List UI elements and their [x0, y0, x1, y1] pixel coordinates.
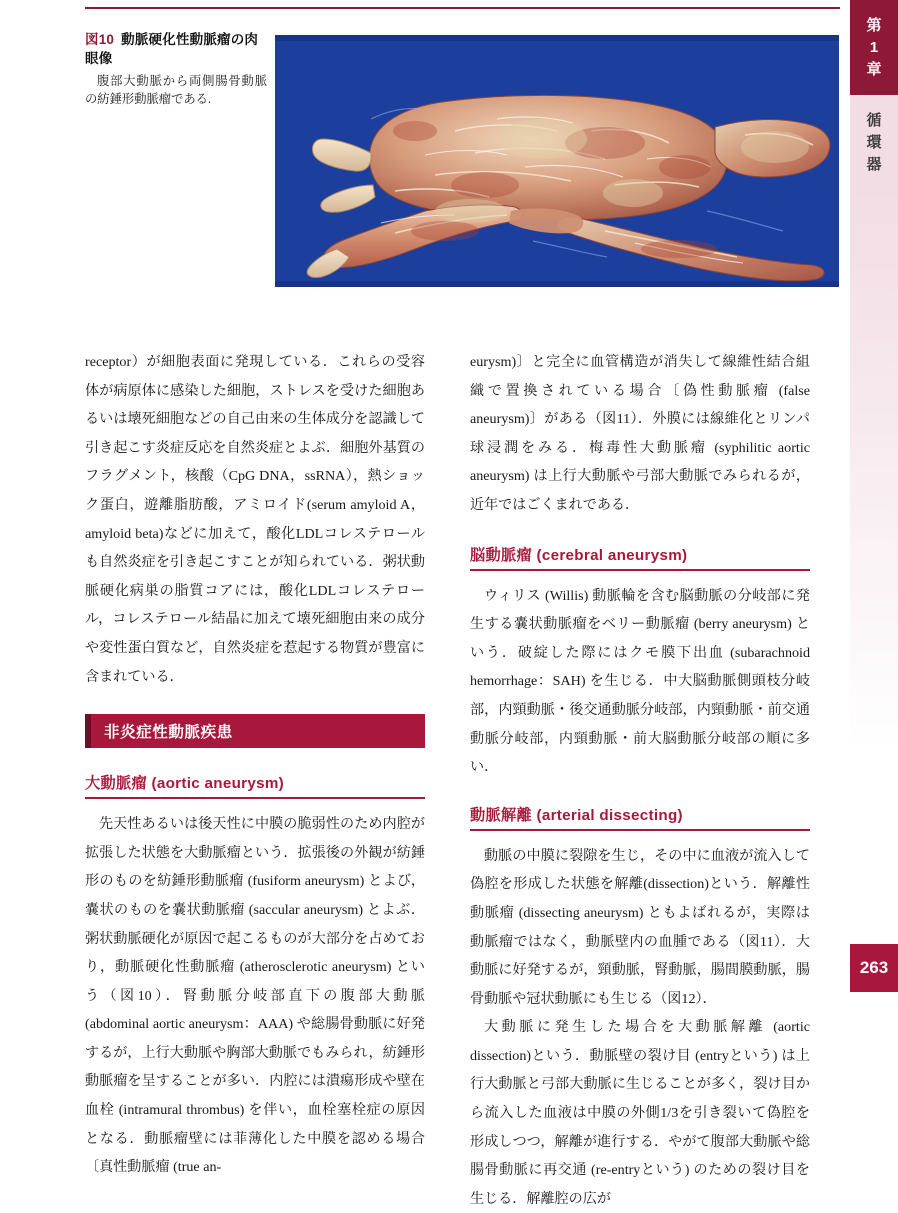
right-continued-paragraph: eurysm)〕と完全に血管構造が消失して線維性結合組織で置換されている場合〔偽性動脈瘤 (false aneurysm)〕がある（図11）．外膜には線維化とリンパ球浸潤をみる．梅毒性大動脈瘤 (syphilitic aortic aneurysm) は上行大動脈や弓部大動脈でみられるが，近年ではごくまれである． — [470, 354, 810, 513]
right-section-body-cerebral: ウィリス (Willis) 動脈輪を含む脳動脈の分岐部に発生する嚢状動脈瘤をベリー動脈瘤 (berry aneurysm) という．破綻した際にはクモ膜下出血 (subarachnoid hemorrhage：SAH) を生じる．中大脳動脈側頭枝分岐部，内頸動脈・後交通動脈分岐部，内頸動脈・前交通動脈分岐部，内頸動脈・前大脳動脈分岐部の順に多い． — [470, 587, 810, 776]
heading-cerebral-aneurysm — [470, 544, 810, 571]
sidebar-gradient — [850, 190, 898, 750]
figure-photograph — [275, 35, 839, 287]
sidebar-tab-organ — [850, 95, 898, 190]
section-band-noninflammatory-arterial-disease — [85, 714, 425, 748]
sidebar-organ-char-2: 環 — [866, 133, 882, 151]
figure-title-line — [85, 30, 267, 68]
heading-aortic-aneurysm — [85, 772, 425, 799]
right-column — [470, 348, 810, 1213]
section-band-label: 非炎症性動脈疾患 — [104, 724, 233, 742]
spacer — [470, 571, 810, 582]
figure-title: 動脈硬化性動脈瘤の肉眼像 — [85, 32, 259, 66]
left-continued-paragraph: receptor）が細胞表面に発現している．これらの受容体が病原体に感染した細胞，ストレスを受けた細胞あるいは壊死細胞などの自己由来の生体成分を認識して引き起こす炎症反応を自然炎症とよぶ．細胞外基質のフラグメント，核酸（CpG DNA，ssRNA），熱ショック蛋白，遊離脂肪酸，アミロイド(serum amyloid A，amyloid beta)などに加えて，酸化LDLコレステロールも自然炎症を引き起こすことが知られている．粥状動脈硬化病巣の脂質コアには，酸化LDLコレステロール，コレステロール結晶に加えて壊死細胞由来の成分や変性蛋白質など，自然炎症を惹起する物質が豊富に含まれている． — [85, 354, 425, 685]
heading-cerebral-aneurysm-label: 脳動脈瘤 (cerebral aneurysm) — [470, 546, 688, 564]
aneurysm-specimen-photo — [275, 35, 839, 287]
heading-aortic-aneurysm-label: 大動脈瘤 (aortic aneurysm) — [85, 775, 285, 793]
left-section-body: 先天性あるいは後天性に中膜の脆弱性のため内腔が拡張した状態を大動脈瘤という．拡張後の外観が紡錘形のものを紡錘形動脈瘤 (fusiform aneurysm) とよび，嚢状のものを嚢状動脈瘤 (saccular aneurysm) とよぶ．粥状動脈硬化が原因で起こるものが大部分を占めており，動脈硬化性動脈瘤 (atherosclerotic aneurysm) という（図10）．腎動脈分岐部直下の腹部大動脈 (abdominal aortic aneurysm：AAA) や総腸骨動脈に好発するが，上行大動脈や胸部大動脈でもみられ，紡錘形動脈瘤を呈することが多い．内腔には潰瘍形成や壁在血栓 (intramural thrombus) を伴い，血栓塞栓症の原因となる．動脈瘤壁には菲薄化した中膜を認める場合〔真性動脈瘤 (true an- — [85, 816, 425, 1176]
right-section-body-dissection-2: 大動脈に発生した場合を大動脈解離 (aortic dissection)という．動脈壁の裂け目 (entryという) は上行大動脈と弓部大動脈に生じることが多く，裂け目から流入した血液は中膜の外側1/3を引き裂いて偽腔を形成しつつ，解離が進行する．やがて腹部大動脈や総腸骨動脈に再交通 (re-entryという) のための裂け目を生じる．解離腔の広が — [470, 1019, 810, 1207]
figure-caption — [85, 30, 267, 108]
sidebar-chapter-char-3: 章 — [866, 60, 882, 78]
page-number: 263 — [850, 944, 898, 992]
sidebar-chapter-char-1: 第 — [866, 16, 882, 34]
heading-arterial-dissecting-label: 動脈解離 (arterial dissecting) — [470, 806, 683, 824]
sidebar-organ-char-1: 循 — [866, 111, 882, 129]
figure-number: 図10 — [85, 32, 115, 47]
sidebar-organ-char-3: 器 — [866, 155, 882, 173]
spacer — [470, 831, 810, 842]
sidebar-chapter-char-2: 1 — [869, 38, 879, 56]
page-top-rule — [85, 7, 840, 9]
heading-arterial-dissecting — [470, 804, 810, 831]
figure-block — [85, 30, 845, 295]
right-section-body-dissection-1: 動脈の中膜に裂隙を生じ，その中に血液が流入して偽腔を形成した状態を解離(dissection)という．解離性動脈瘤 (dissecting aneurysm) ともよばれるが，実際は動脈瘤ではなく，動脈壁内の血腫である（図11）．大動脈に好発するが，頸動脈，腎動脈，腸間膜動脈，腸骨動脈や冠状動脈にも生じる（図12）． — [470, 847, 810, 1007]
left-column — [85, 348, 425, 1182]
spacer — [85, 799, 425, 810]
sidebar-tab-chapter — [850, 0, 898, 95]
figure-description: 腹部大動脈から両側腸骨動脈の紡錘形動脈瘤である. — [85, 74, 267, 106]
